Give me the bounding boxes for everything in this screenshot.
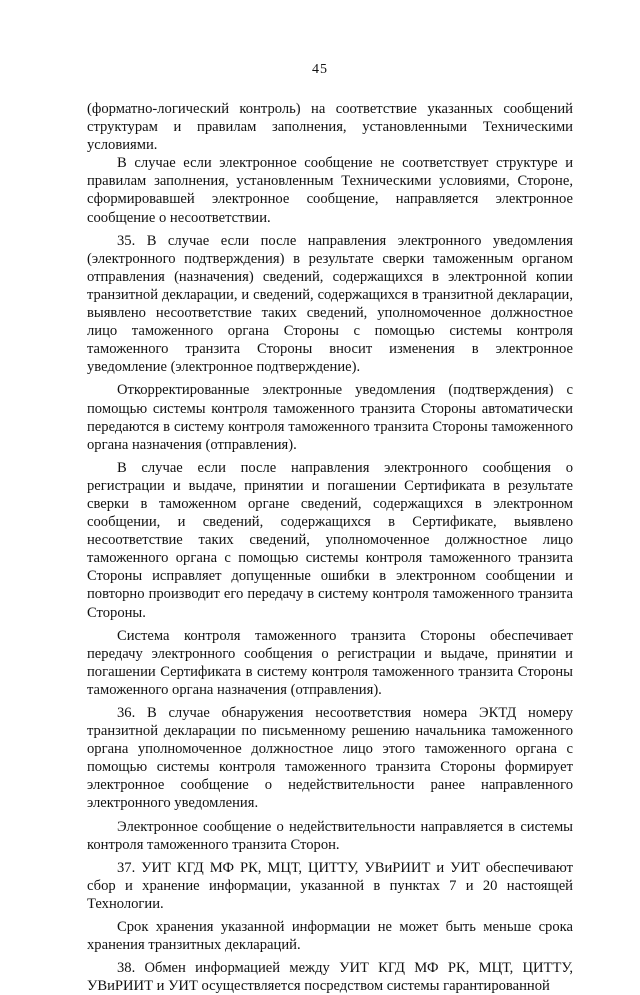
paragraph-item-38: 38. Обмен информацией между УИТ КГД МФ РК, МЦТ, ЦИТТУ, УВиРИИТ и УИТ осуществляется посредством системы гарантированной xyxy=(87,960,573,995)
paragraph-item-37: 37. УИТ КГД МФ РК, МЦТ, ЦИТТУ, УВиРИИТ и УИТ обеспечивают сбор и хранение информации, указанной в пунктах 7 и 20 настоящей Технологии. xyxy=(87,859,573,912)
paragraph-storage-period: Срок хранения указанной информации не может быть меньше срока хранения транзитных деклараций. xyxy=(87,919,573,954)
page-number: 45 xyxy=(312,62,328,77)
paragraph-certificate-errors: В случае если после направления электронного сообщения о регистрации и выдаче, принятии и погашении Сертификата в результате сверки в таможенном органе сведений, содержащихся в электронном сообщении, и сведений, содержащихся в Сертификате, выявлено несоответствие таких сведений, уполномоченное должностное лицо таможенного органа с помощью системы контроля таможенного транзита Стороны исправляет допущенные ошибки в электронном сообщении и повторно производит его передачу в систему контроля таможенного транзита Стороны. xyxy=(87,459,573,621)
document-body xyxy=(87,100,573,995)
paragraph-corrected-notifications: Откорректированные электронные уведомления (подтверждения) с помощью системы контроля таможенного транзита Стороны автоматически передаются в систему контроля таможенного транзита Стороны таможенного органа назначения (отправления). xyxy=(87,382,573,453)
paragraph-item-35: 35. В случае если после направления электронного уведомления (электронного подтверждения) в результате сверки таможенным органом отправления (назначения) сведений, содержащихся в электронной копии транзитной декларации, и сведений, содержащихся в транзитной декларации, выявлено несоответствие таких сведений, уполномоченное должностное лицо таможенного органа Стороны с помощью системы контроля таможенного транзита Стороны вносит изменения в электронное уведомление (электронное подтверждение). xyxy=(87,232,573,376)
paragraph-item-36: 36. В случае обнаружения несоответствия номера ЭКТД номеру транзитной декларации по письменному решению начальника таможенного органа уполномоченное должностное лицо этого таможенного органа с помощью системы контроля таможенного транзита Стороны формирует электронное сообщение о недействительности ранее направленного электронного уведомления. xyxy=(87,705,573,812)
paragraph-certificate-transfer: Система контроля таможенного транзита Стороны обеспечивает передачу электронного сообщения о регистрации и выдаче, принятии и погашении Сертификата в систему контроля таможенного транзита Стороны таможенного органа назначения (отправления). xyxy=(87,627,573,698)
paragraph-1-continuation: (форматно-логический контроль) на соответствие указанных сообщений структурам и правилам заполнения, установленными Техническими условиями. xyxy=(87,101,573,154)
paragraph-invalidity-message: Электронное сообщение о недействительности направляется в системы контроля таможенного транзита Сторон. xyxy=(87,818,573,853)
paragraph-nonconformity: В случае если электронное сообщение не соответствует структуре и правилам заполнения, установленным Техническими условиями, Стороне, сформировавшей электронное сообщение, направляется электронное сообщение о несоответствии. xyxy=(87,155,573,226)
